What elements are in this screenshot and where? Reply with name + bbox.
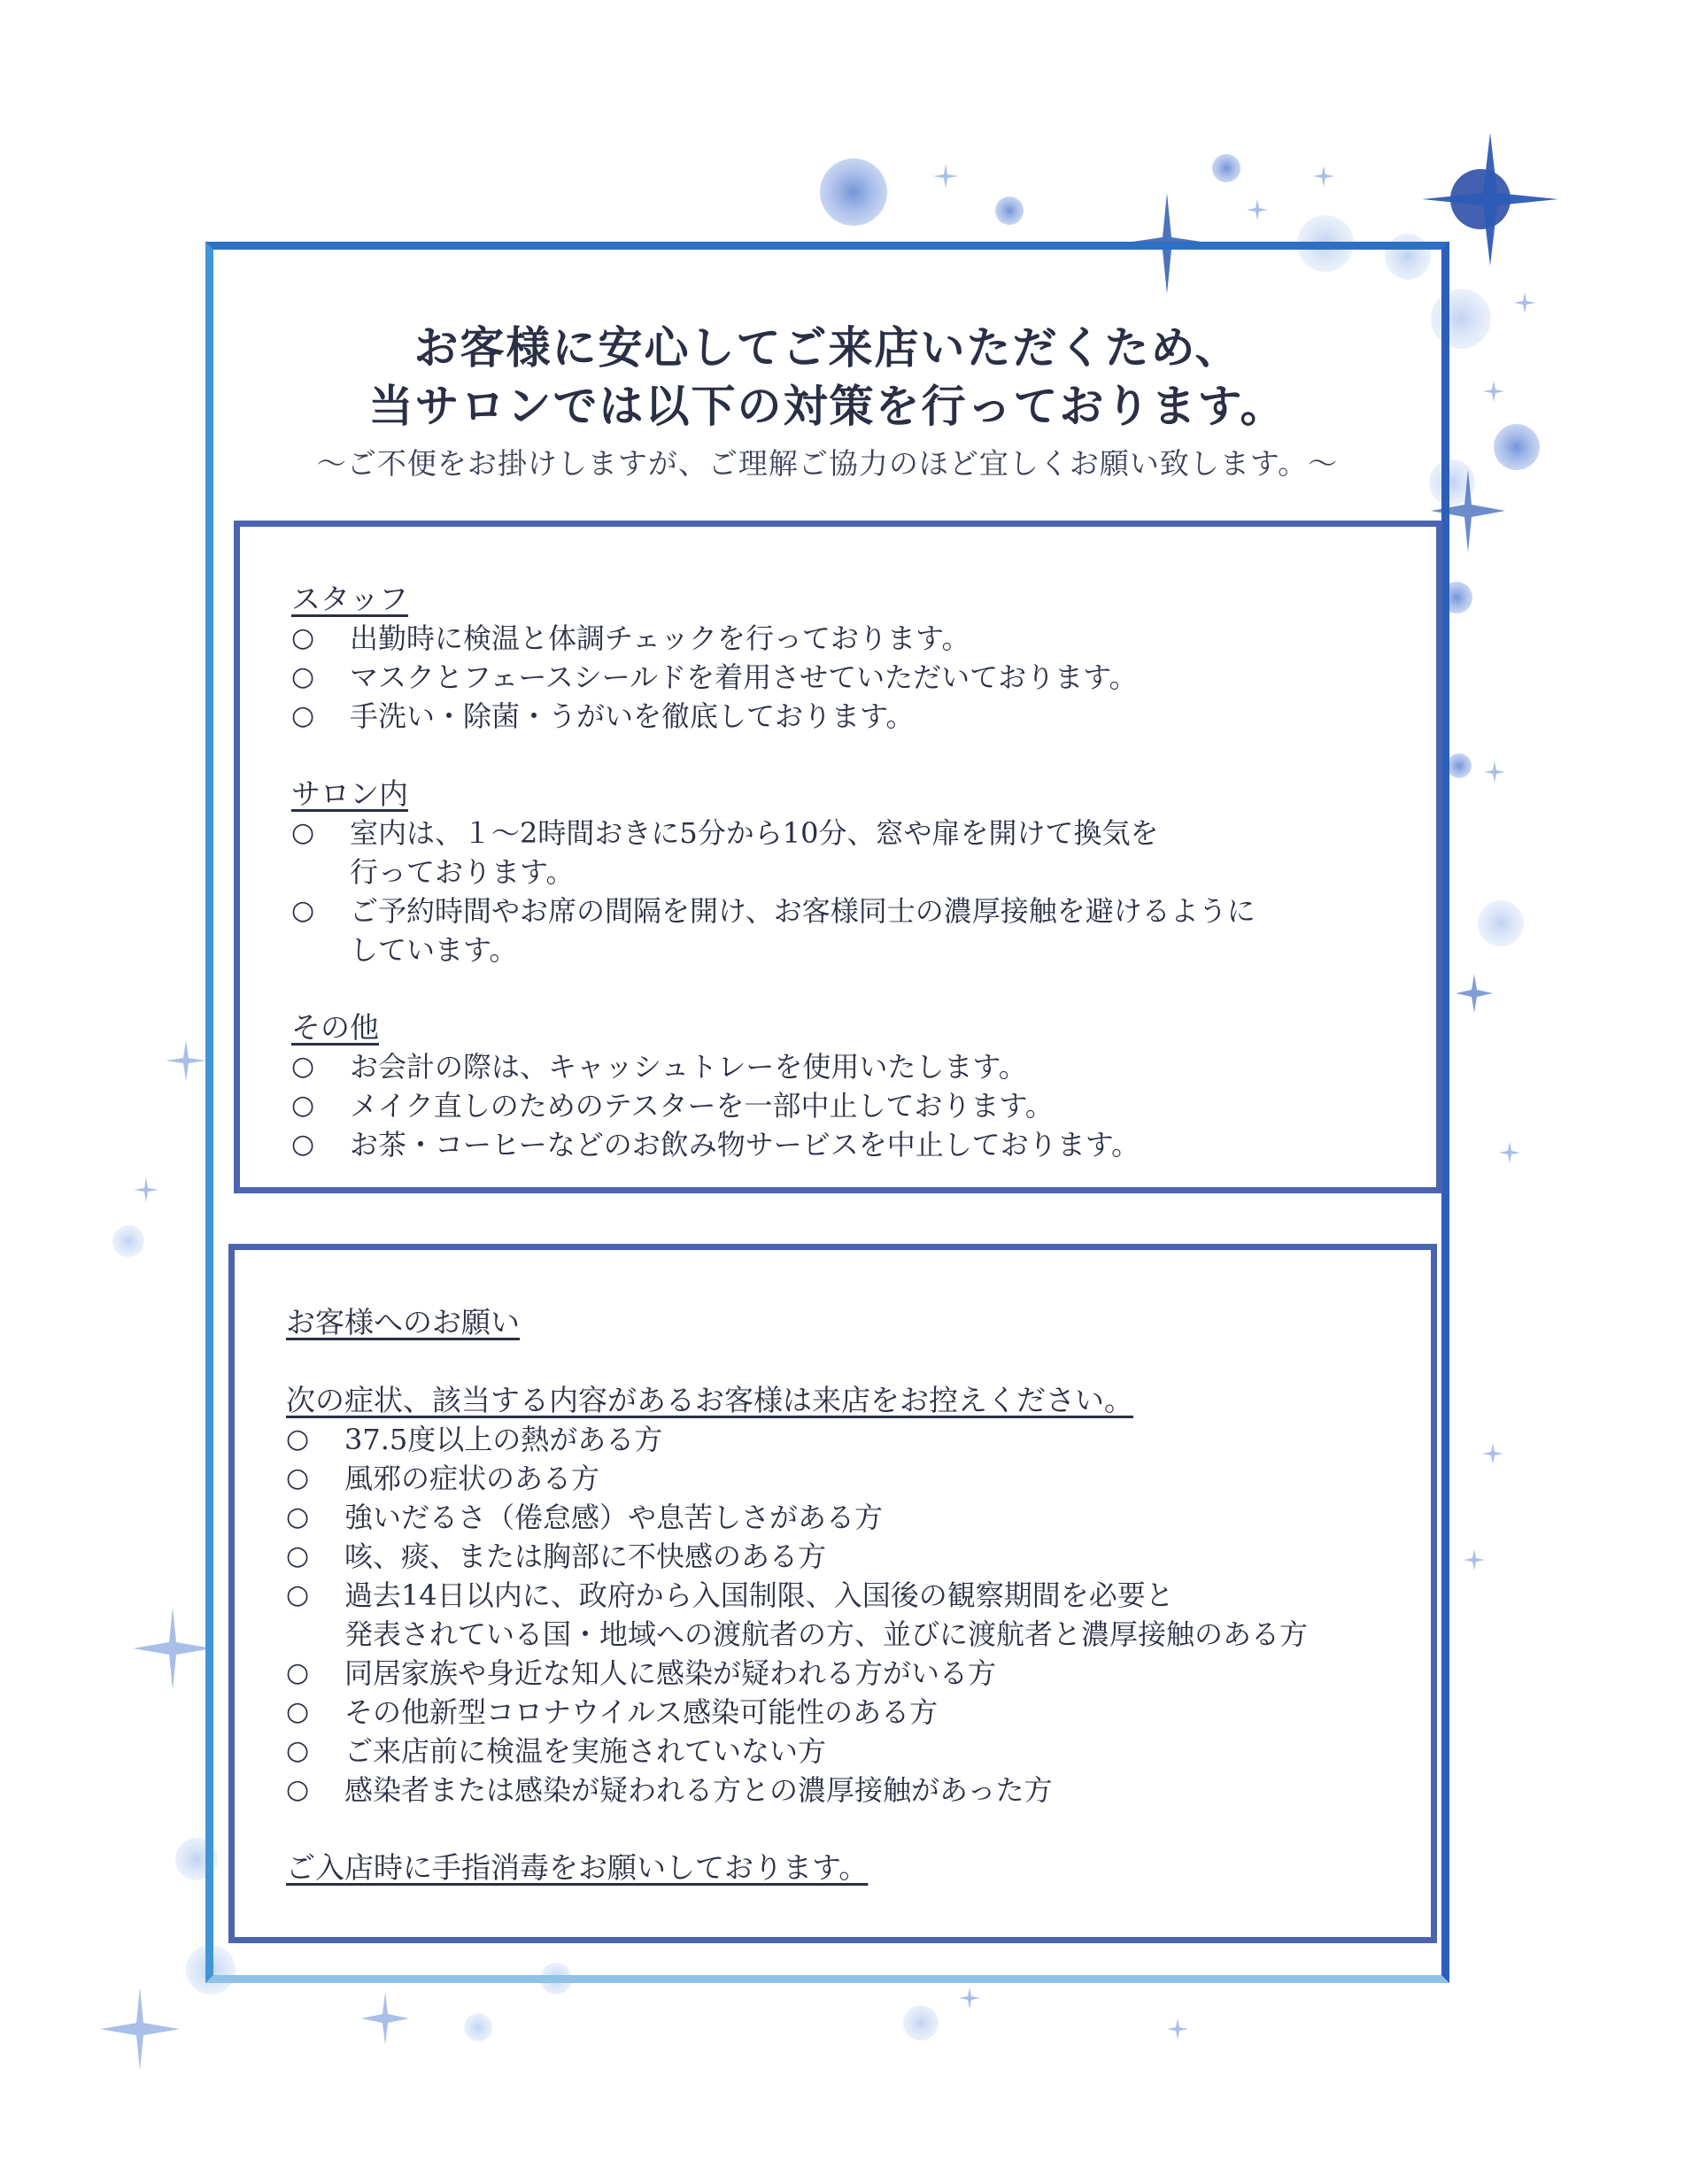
list-item-text: 同居家族や身近な知人に感染が疑われる方がいる方 — [344, 1656, 997, 1690]
list-item — [291, 1047, 1401, 1086]
circle-bullet-icon: ○ — [286, 1462, 310, 1493]
requests-box — [228, 1244, 1437, 1943]
list-item-text: ご来店前に検温を実施されていない方 — [344, 1734, 827, 1768]
list-item — [291, 1125, 1401, 1164]
circle-bullet-icon: ○ — [291, 817, 315, 848]
list-item-text: お会計の際は、キャッシュトレーを使用いたします。 — [350, 1050, 1027, 1084]
section-title-staff: スタッフ — [291, 582, 408, 616]
list-item — [291, 697, 1401, 736]
circle-bullet-icon: ○ — [291, 895, 315, 926]
section-title-other: その他 — [291, 1010, 379, 1045]
requests-closing: ご入店時に手指消毒をお願いしております。 — [286, 1850, 869, 1885]
list-item-text: 感染者または感染が疑われる方との濃厚接触があった方 — [344, 1773, 1053, 1807]
list-item-text: マスクとフェースシールドを着用させていただいております。 — [350, 660, 1138, 694]
circle-bullet-icon: ○ — [291, 1090, 315, 1121]
circle-bullet-icon: ○ — [291, 1129, 315, 1160]
requests-intro: 次の症状、該当する内容があるお客様は来店をお控えください。 — [286, 1383, 1133, 1417]
list-item — [286, 1576, 1395, 1654]
circle-bullet-icon: ○ — [286, 1501, 310, 1532]
circle-bullet-icon: ○ — [286, 1696, 310, 1727]
list-item-text: 過去14日以内に、政府から入国制限、入国後の観察期間を必要と 発表されている国・地域への渡航者の方、並びに渡航者と濃厚接触のある方 — [344, 1578, 1309, 1651]
list-item-text: 風邪の症状のある方 — [344, 1462, 600, 1495]
list-item-text: ご予約時間やお席の間隔を開け、お客様同士の濃厚接触を避けるように しています。 — [350, 894, 1256, 967]
list-item-text: 咳、痰、または胸部に不快感のある方 — [344, 1540, 827, 1573]
circle-bullet-icon: ○ — [286, 1579, 310, 1610]
measures-box — [234, 521, 1442, 1193]
list-item — [291, 1086, 1401, 1125]
heading-subtitle: ～ご不便をお掛けしますが、ご理解ご協力のほど宜しくお願い致します。～ — [316, 446, 1339, 481]
list-item — [286, 1420, 1395, 1459]
circle-bullet-icon: ○ — [286, 1735, 310, 1766]
circle-bullet-icon: ○ — [286, 1540, 310, 1571]
list-item — [286, 1693, 1395, 1732]
list-item — [286, 1498, 1395, 1537]
list-item-text: お茶・コーヒーなどのお飲み物サービスを中止しております。 — [350, 1128, 1140, 1161]
list-item — [291, 891, 1401, 969]
list-item-text: 37.5度以上の熱がある方 — [344, 1423, 663, 1456]
heading-line-1: お客様に安心してご来店いただくため、 — [413, 321, 1241, 374]
list-item-text: 強いだるさ（倦怠感）や息苦しさがある方 — [344, 1501, 884, 1534]
section-title-salon: サロン内 — [291, 776, 408, 811]
circle-bullet-icon: ○ — [286, 1657, 310, 1688]
list-item-text: その他新型コロナウイルス感染可能性のある方 — [344, 1695, 939, 1729]
list-item-text: 室内は、１～2時間おきに5分から10分、窓や扉を開けて換気を 行っております。 — [350, 816, 1159, 889]
list-item-text: メイク直しのためのテスターを一部中止しております。 — [350, 1089, 1054, 1123]
section-title-requests: お客様へのお願い — [286, 1305, 520, 1339]
list-item — [286, 1537, 1395, 1576]
list-item — [291, 619, 1401, 658]
list-item — [286, 1732, 1395, 1771]
list-item-text: 手洗い・除菌・うがいを徹底しております。 — [350, 699, 915, 733]
list-item — [291, 814, 1401, 891]
circle-bullet-icon: ○ — [291, 622, 315, 653]
list-item — [286, 1459, 1395, 1498]
circle-bullet-icon: ○ — [291, 700, 315, 731]
heading-line-2: 当サロンでは以下の対策を行っております。 — [368, 380, 1287, 432]
circle-bullet-icon: ○ — [286, 1424, 310, 1455]
circle-bullet-icon: ○ — [286, 1774, 310, 1805]
list-item-text: 出勤時に検温と体調チェックを行っております。 — [350, 621, 970, 655]
list-item — [291, 658, 1401, 697]
circle-bullet-icon: ○ — [291, 1051, 315, 1082]
list-item — [286, 1654, 1395, 1693]
page-heading — [205, 319, 1449, 482]
list-item — [286, 1771, 1395, 1810]
circle-bullet-icon: ○ — [291, 661, 315, 692]
